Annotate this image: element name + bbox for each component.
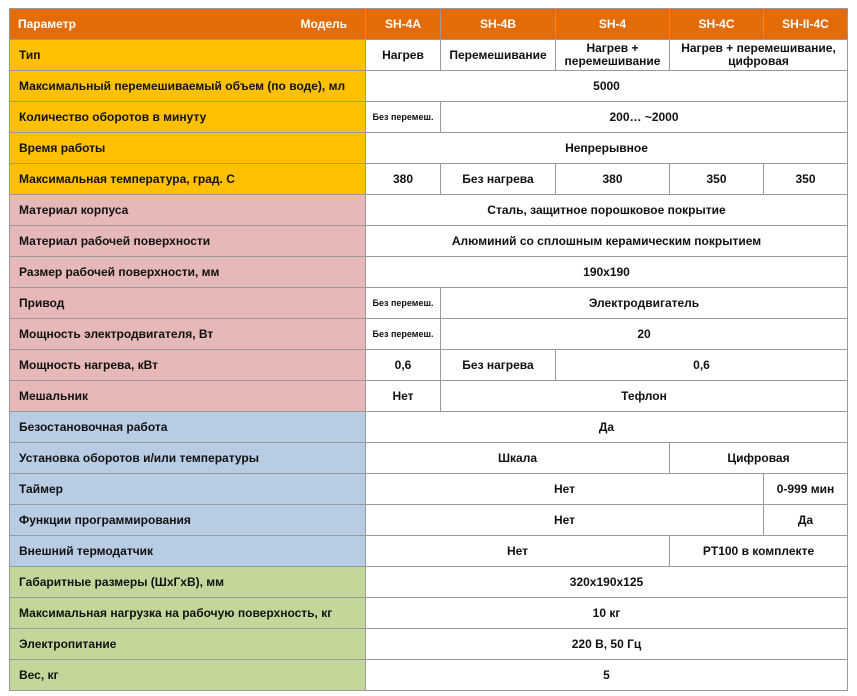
value-cell: 350 <box>764 164 848 195</box>
value-cell: Алюминий со сплошным керамическим покрытием <box>366 226 848 257</box>
table-row <box>10 133 848 164</box>
table-row <box>10 102 848 133</box>
param-label: Мешальник <box>10 381 366 412</box>
table-row <box>10 474 848 505</box>
param-label: Максимальная температура, град. С <box>10 164 366 195</box>
param-label: Максимальный перемешиваемый объем (по воде), мл <box>10 71 366 102</box>
param-label: Установка оборотов и/или температуры <box>10 443 366 474</box>
value-cell: Нет <box>366 505 764 536</box>
table-row <box>10 164 848 195</box>
value-cell: Нагрев + перемешивание <box>556 40 670 71</box>
table-row <box>10 660 848 691</box>
table-row <box>10 319 848 350</box>
table-row <box>10 350 848 381</box>
value-cell: 20 <box>441 319 848 350</box>
value-cell: 200… ~2000 <box>441 102 848 133</box>
param-label: Таймер <box>10 474 366 505</box>
param-label: Максимальная нагрузка на рабочую поверхность, кг <box>10 598 366 629</box>
value-cell: Нет <box>366 474 764 505</box>
value-cell: 0,6 <box>556 350 848 381</box>
value-cell: Тефлон <box>441 381 848 412</box>
value-cell: 220 В, 50 Гц <box>366 629 848 660</box>
value-cell: Перемешивание <box>441 40 556 71</box>
table-row <box>10 71 848 102</box>
header-param-model <box>10 9 366 40</box>
value-cell: 0-999 мин <box>764 474 848 505</box>
value-cell: Да <box>764 505 848 536</box>
param-label: Количество оборотов в минуту <box>10 102 366 133</box>
value-cell: Без перемеш. <box>366 319 441 350</box>
table-row <box>10 226 848 257</box>
value-cell: Без нагрева <box>441 350 556 381</box>
value-cell: 380 <box>366 164 441 195</box>
value-cell: Непрерывное <box>366 133 848 164</box>
table-row <box>10 567 848 598</box>
value-cell: 350 <box>670 164 764 195</box>
value-cell: Без перемеш. <box>366 102 441 133</box>
value-cell: 5000 <box>366 71 848 102</box>
table-row <box>10 40 848 71</box>
table-row <box>10 536 848 567</box>
value-cell: Без перемеш. <box>366 288 441 319</box>
model-sh-4c: SH-4C <box>670 9 764 40</box>
table-row <box>10 598 848 629</box>
param-label: Материал рабочей поверхности <box>10 226 366 257</box>
value-cell: Да <box>366 412 848 443</box>
model-sh-4: SH-4 <box>556 9 670 40</box>
param-label: Электропитание <box>10 629 366 660</box>
table-row <box>10 412 848 443</box>
param-label: Безостановочная работа <box>10 412 366 443</box>
value-cell: Нагрев + перемешивание, цифровая <box>670 40 848 71</box>
value-cell: Нагрев <box>366 40 441 71</box>
table-row <box>10 288 848 319</box>
param-label: Привод <box>10 288 366 319</box>
param-label: Мощность нагрева, кВт <box>10 350 366 381</box>
table-row <box>10 257 848 288</box>
param-label: Внешний термодатчик <box>10 536 366 567</box>
param-label: Мощность электродвигателя, Вт <box>10 319 366 350</box>
spec-table <box>9 8 848 691</box>
value-cell: PT100 в комплекте <box>670 536 848 567</box>
table-row <box>10 443 848 474</box>
value-cell: 320x190x125 <box>366 567 848 598</box>
value-cell: 10 кг <box>366 598 848 629</box>
param-label: Размер рабочей поверхности, мм <box>10 257 366 288</box>
header-model-label: Модель <box>300 16 347 31</box>
value-cell: Нет <box>366 381 441 412</box>
value-cell: Цифровая <box>670 443 848 474</box>
param-label: Время работы <box>10 133 366 164</box>
param-label: Габаритные размеры (ШxГxВ), мм <box>10 567 366 598</box>
table-row <box>10 505 848 536</box>
value-cell: Электродвигатель <box>441 288 848 319</box>
table-row <box>10 195 848 226</box>
value-cell: 0,6 <box>366 350 441 381</box>
value-cell: 380 <box>556 164 670 195</box>
model-sh-4b: SH-4B <box>441 9 556 40</box>
param-label: Материал корпуса <box>10 195 366 226</box>
model-sh-4a: SH-4A <box>366 9 441 40</box>
model-sh-ii-4c: SH-II-4C <box>764 9 848 40</box>
header-row <box>10 9 848 40</box>
value-cell: Шкала <box>366 443 670 474</box>
header-param-label: Параметр <box>18 16 76 31</box>
value-cell: 190x190 <box>366 257 848 288</box>
param-label: Тип <box>10 40 366 71</box>
value-cell: Сталь, защитное порошковое покрытие <box>366 195 848 226</box>
param-label: Функции программирования <box>10 505 366 536</box>
value-cell: Без нагрева <box>441 164 556 195</box>
value-cell: Нет <box>366 536 670 567</box>
table-row <box>10 629 848 660</box>
param-label: Вес, кг <box>10 660 366 691</box>
value-cell: 5 <box>366 660 848 691</box>
table-row <box>10 381 848 412</box>
